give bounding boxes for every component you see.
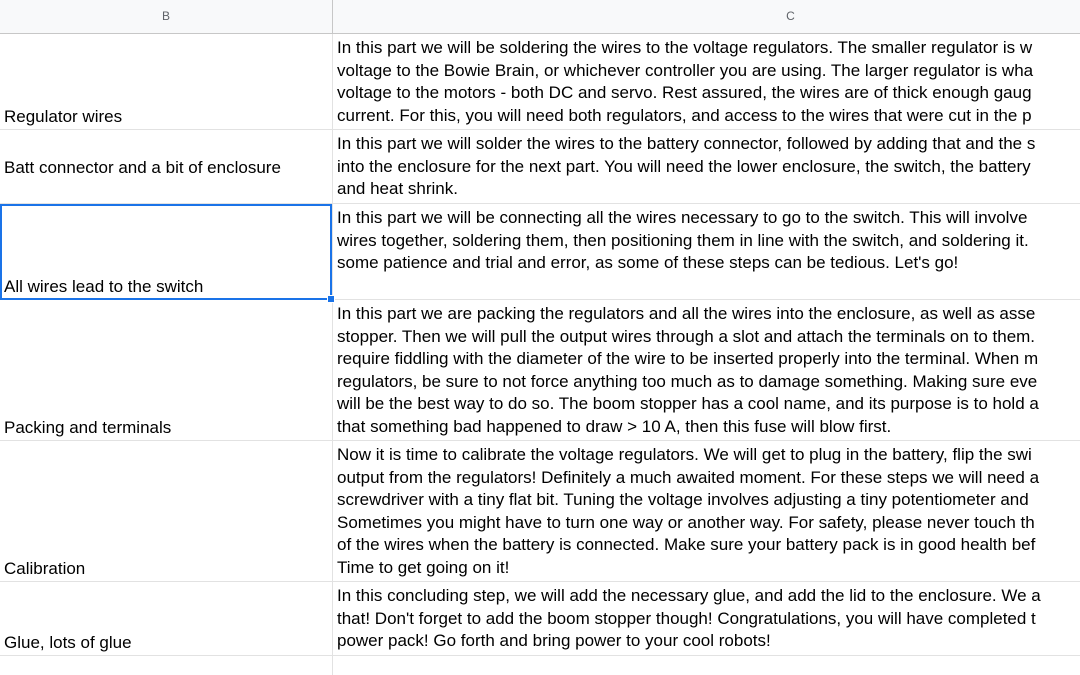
- cell-text: Regulator wires: [4, 106, 123, 126]
- cell-c-all-wires-switch[interactable]: [333, 204, 1080, 299]
- sheet-row: [0, 582, 1080, 656]
- cell-text-line: In this part we are packing the regulators and all the wires into the enclosure, as well as asse: [337, 304, 1036, 323]
- fill-handle[interactable]: [327, 295, 335, 303]
- cell-text: Batt connector and a bit of enclosure: [4, 157, 281, 177]
- sheet-row: [0, 300, 1080, 441]
- sheet-row-empty: [0, 656, 1080, 675]
- cell-b-packing-terminals[interactable]: [0, 300, 333, 440]
- cell-text-line: In this part we will solder the wires to the battery connector, followed by adding that and the s: [337, 134, 1036, 153]
- cell-b-empty[interactable]: [0, 656, 333, 675]
- cell-text-line: Time to get going on it!: [337, 557, 510, 577]
- cell-text: All wires lead to the switch: [4, 276, 204, 296]
- column-header-c[interactable]: C: [333, 0, 1080, 33]
- column-header-b[interactable]: B: [0, 0, 333, 33]
- cell-text-line: output from the regulators! Definitely a much awaited moment. For these steps we will need a: [337, 467, 1040, 487]
- column-header-bar: [0, 0, 1080, 34]
- cell-text-line: Sometimes you might have to turn one way or another way. For safety, please never touch th: [337, 512, 1035, 532]
- cell-c-empty[interactable]: [333, 656, 1080, 675]
- sheet-row: [0, 441, 1080, 582]
- cell-text-line: into the enclosure for the next part. You will need the lower enclosure, the switch, the battery: [337, 156, 1031, 176]
- cell-text-line: of the wires when the battery is connected. Make sure your battery pack is in good health bef: [337, 535, 1036, 554]
- cell-text-line: stopper. Then we will pull the output wires through a slot and attach the terminals on to them.: [337, 326, 1036, 346]
- cell-c-calibration[interactable]: [333, 441, 1080, 581]
- cell-text-line: In this part we will be connecting all the wires necessary to go to the switch. This will involve: [337, 208, 1028, 227]
- cell-text-line: require fiddling with the diameter of the wire to be inserted properly into the terminal. When m: [337, 349, 1039, 368]
- cell-text-line: current. For this, you will need both regulators, and access to the wires that were cut in the p: [337, 105, 1032, 125]
- cell-text: Packing and terminals: [4, 417, 172, 437]
- cell-c-glue[interactable]: [333, 582, 1080, 655]
- cell-c-packing-terminals[interactable]: [333, 300, 1080, 440]
- cell-text-line: some patience and trial and error, as some of these steps can be tedious. Let's go!: [337, 253, 959, 272]
- cell-text-line: In this concluding step, we will add the necessary glue, and add the lid to the enclosure. We a: [337, 586, 1041, 605]
- cell-text-line: that! Don't forget to add the boom stopper though! Congratulations, you will have completed t: [337, 608, 1036, 628]
- cell-text: Calibration: [4, 558, 86, 578]
- cell-c-batt-connector[interactable]: [333, 130, 1080, 203]
- cell-text-line: Now it is time to calibrate the voltage regulators. We will get to plug in the battery, flip the swi: [337, 445, 1032, 464]
- cell-text-line: power pack! Go forth and bring power to your cool robots!: [337, 631, 771, 650]
- cell-text-line: screwdriver with a tiny flat bit. Tuning the voltage involves adjusting a tiny potentiometer and: [337, 490, 1029, 509]
- cell-text-line: voltage to the Bowie Brain, or whichever controller you are using. The larger regulator is wha: [337, 60, 1034, 80]
- cell-c-regulator-wires[interactable]: [333, 34, 1080, 129]
- cell-text-line: regulators, be sure to not force anything too much as to damage something. Making sure eve: [337, 371, 1038, 391]
- cell-text-line: will be the best way to do so. The boom stopper has a cool name, and its purpose is to hold a: [337, 394, 1039, 413]
- cell-text-line: voltage to the motors - both DC and servo. Rest assured, the wires are of thick enough gaug: [337, 83, 1032, 102]
- sheet-row: [0, 130, 1080, 204]
- selected-cell-outline: [0, 204, 332, 300]
- cell-text-line: and heat shrink.: [337, 179, 458, 198]
- cell-text-line: that something bad happened to draw > 10 A, then this fuse will blow first.: [337, 416, 892, 436]
- cell-b-batt-connector[interactable]: [0, 130, 333, 203]
- sheet-row: [0, 34, 1080, 130]
- cell-b-calibration[interactable]: [0, 441, 333, 581]
- cell-text-line: In this part we will be soldering the wires to the voltage regulators. The smaller regulator is w: [337, 38, 1033, 57]
- cell-b-regulator-wires[interactable]: [0, 34, 333, 129]
- cell-text: Glue, lots of glue: [4, 632, 132, 652]
- cell-text-line: wires together, soldering them, then positioning them in line with the switch, and soldering it.: [337, 230, 1029, 250]
- cell-b-glue[interactable]: [0, 582, 333, 655]
